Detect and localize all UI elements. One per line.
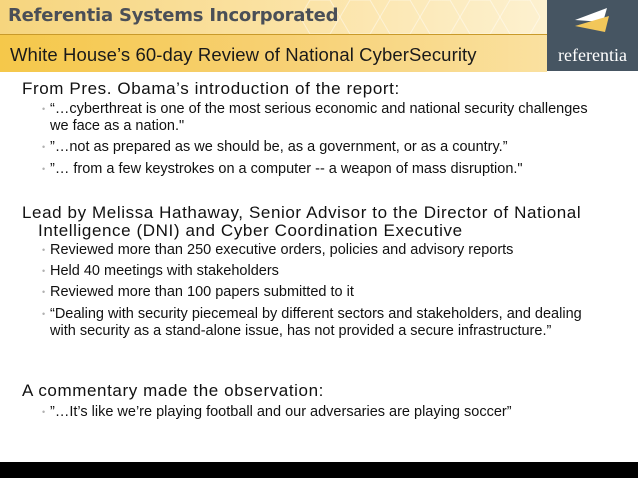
bullet-item: • Held 40 meetings with stakeholders: [50, 263, 610, 280]
section-heading-continued: Intelligence (DNI) and Cyber Coordination Executive: [38, 221, 463, 240]
logo-mark-icon: [573, 6, 613, 40]
bullet-item: • Reviewed more than 250 executive orders, policies and advisory reports: [50, 242, 610, 259]
logo-text: referentia: [558, 45, 627, 65]
section-heading: From Pres. Obama’s introduction of the report:: [22, 79, 400, 98]
header-band: [0, 0, 547, 34]
bullet-item: • ”… from a few keystrokes on a computer -- a weapon of mass disruption.": [50, 161, 610, 178]
bullet-item: • “…cyberthreat is one of the most serious economic and national security challenges we face as a nation.": [50, 101, 610, 135]
slide-title: White House’s 60-day Review of National CyberSecurity: [10, 44, 477, 65]
bullet-item: • ”…not as prepared as we should be, as a government, or as a country.”: [50, 139, 610, 156]
bullet-item: • “Dealing with security piecemeal by different sectors and stakeholders, and dealing with security as a stand-alone issue, has not provided a secure infrastructure.”: [50, 306, 610, 340]
logo: [547, 0, 638, 71]
footer-bar: [0, 462, 638, 478]
bullet-item: • Reviewed more than 100 papers submitted to it: [50, 284, 610, 301]
section-heading: Lead by Melissa Hathaway, Senior Advisor to the Director of National: [22, 203, 582, 222]
bullet-item: • ”…It’s like we’re playing football and our adversaries are playing soccer”: [50, 404, 610, 421]
section-heading: A commentary made the observation:: [22, 381, 324, 400]
company-name: Referentia Systems Incorporated: [8, 5, 339, 26]
title-bar: [0, 34, 547, 72]
